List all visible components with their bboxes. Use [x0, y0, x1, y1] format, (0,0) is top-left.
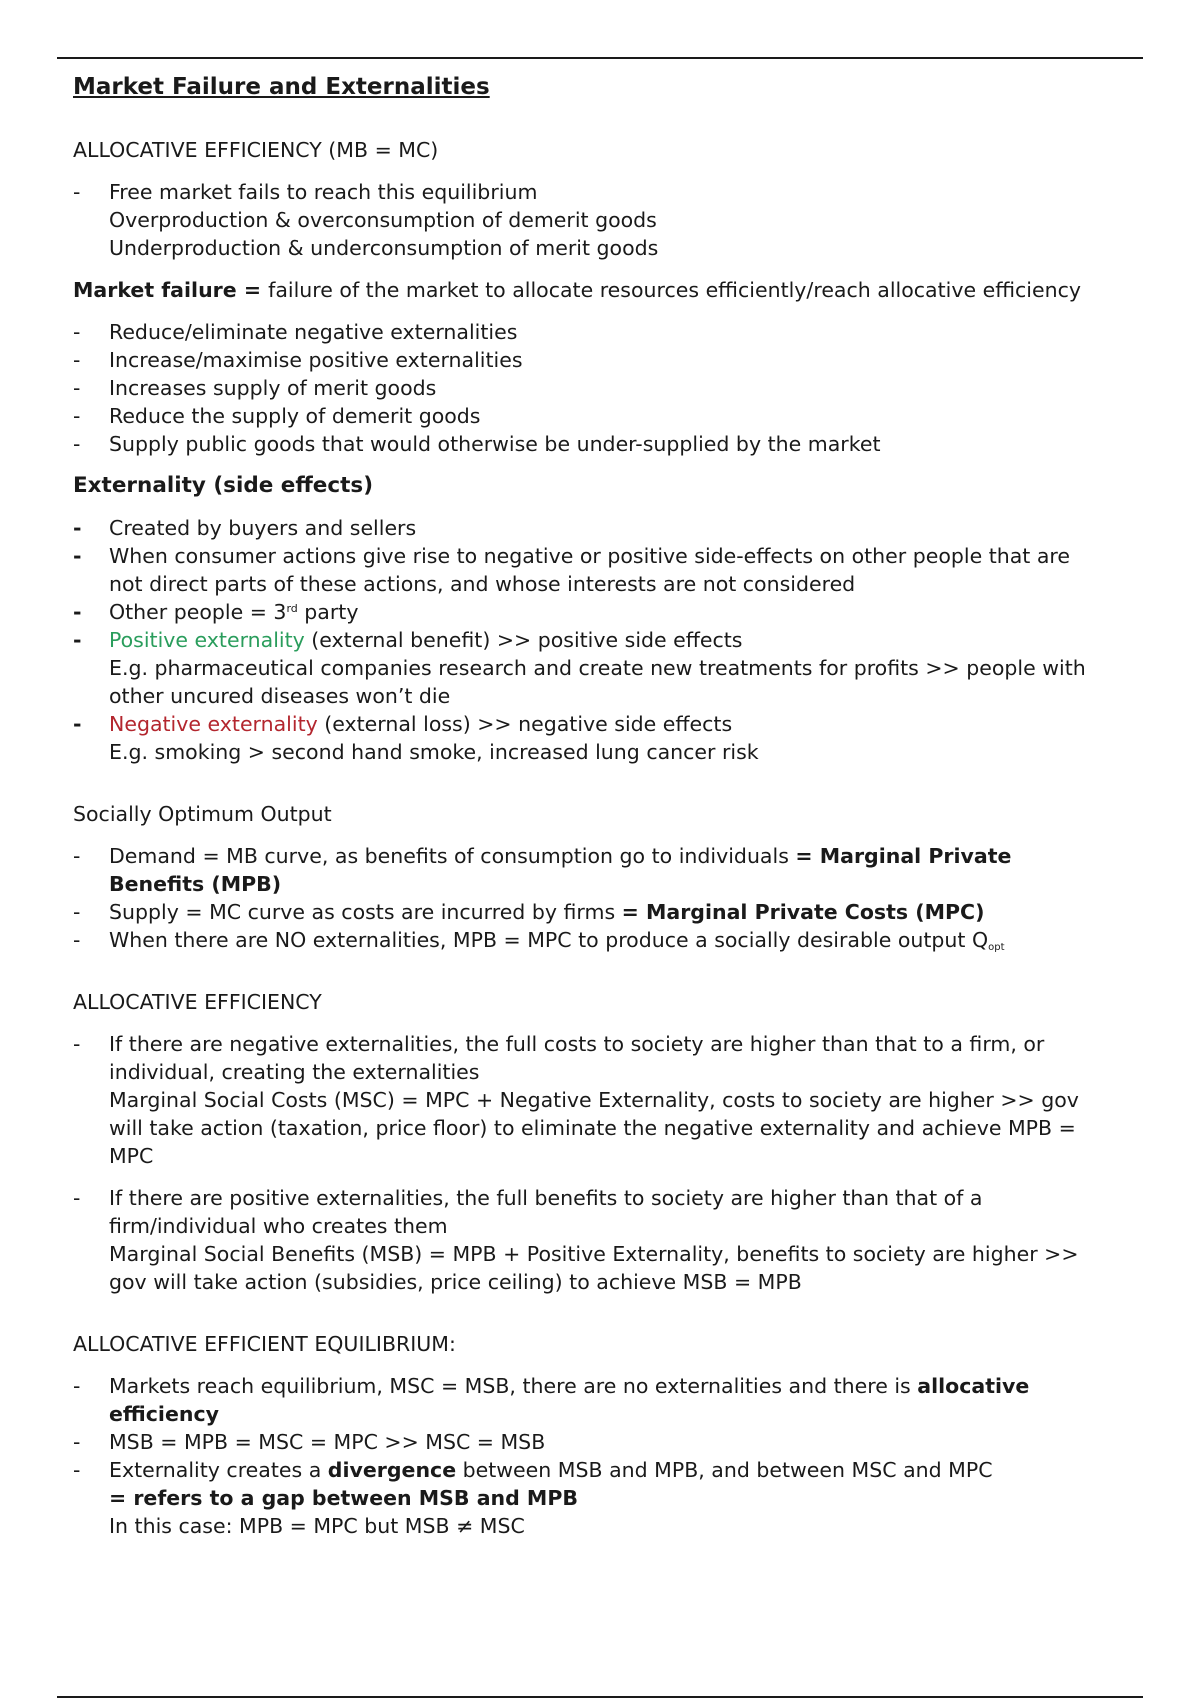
list-equilibrium [73, 1372, 1143, 1540]
document-page [73, 72, 1143, 1540]
list-item: - Other people = 3rd party [73, 600, 359, 624]
list-item: - Externality creates a divergence between MSB and MPB, and between MSC and MPC = refers to a gap between MSB and MPB In this case: MPB = MPC but MSB ≠ MSC [73, 1458, 993, 1538]
list-item: - Reduce/eliminate negative externalities [73, 320, 518, 344]
section-heading-externality: Externality (side effects) [73, 473, 374, 498]
list-item: - Free market fails to reach this equilibrium Overproduction & overconsumption of demerit goods Underproduction & underconsumption of merit goods [73, 180, 659, 260]
list-externality [73, 514, 1143, 766]
list-allocative-efficiency-2 [73, 1184, 1143, 1296]
list-item: - Supply = MC curve as costs are incurred by firms = Marginal Private Costs (MPC) [73, 900, 985, 924]
positive-externality-term: Positive externality [109, 628, 305, 652]
market-failure-definition: Market failure = failure of the market to allocate resources efficiently/reach allocative efficiency [73, 278, 1082, 302]
list-item: - Increases supply of merit goods [73, 376, 437, 400]
list-item: - Created by buyers and sellers [73, 516, 417, 540]
list-item: - If there are positive externalities, the full benefits to society are higher than that of a firm/individual who creates them Marginal Social Benefits (MSB) = MPB + Positive Externality, benefits to society are higher >> gov will take action (subsidies, price ceiling) to achieve MSB = MPB [73, 1186, 1079, 1294]
list-item: - MSB = MPB = MSC = MPC >> MSC = MSB [73, 1430, 546, 1454]
list-item: - Reduce the supply of demerit goods [73, 404, 481, 428]
bottom-rule [57, 1696, 1143, 1698]
list-item: - Positive externality (external benefit) >> positive side effects E.g. pharmaceutical companies research and create new treatments for profits >> people with other uncured diseases won’t die [73, 628, 1086, 708]
section-heading-allocative-efficient-equilibrium: ALLOCATIVE EFFICIENT EQUILIBRIUM: [73, 1332, 456, 1356]
list-market-failure [73, 318, 1143, 458]
list-item: - Supply public goods that would otherwise be under-supplied by the market [73, 432, 881, 456]
list-item: - Demand = MB curve, as benefits of consumption go to individuals = Marginal Private Benefits (MPB) [73, 844, 1012, 896]
list-item: - If there are negative externalities, the full costs to society are higher than that to a firm, or individual, creating the externalities Marginal Social Costs (MSC) = MPC + Negative Externality, costs to society are higher >> gov will take action (taxation, price floor) to eliminate the negative externality and achieve MPB = MPC [73, 1032, 1079, 1168]
list-allocative-efficiency [73, 1030, 1143, 1170]
section-heading-allocative-efficiency: ALLOCATIVE EFFICIENCY [73, 990, 322, 1014]
negative-externality-term: Negative externality [109, 712, 318, 736]
section-heading-socially-optimum-output: Socially Optimum Output [73, 802, 332, 826]
top-rule [57, 57, 1143, 59]
document-title: Market Failure and Externalities [73, 74, 490, 100]
list-item: - Negative externality (external loss) >> negative side effects E.g. smoking > second hand smoke, increased lung cancer risk [73, 712, 759, 764]
list-item: - Increase/maximise positive externalities [73, 348, 523, 372]
list-social-optimum [73, 842, 1143, 954]
bullet-dash: - [73, 180, 81, 204]
list-item: - Markets reach equilibrium, MSC = MSB, there are no externalities and there is allocative efficiency [73, 1374, 1030, 1426]
list-item: - When consumer actions give rise to negative or positive side-effects on other people that are not direct parts of these actions, and whose interests are not considered [73, 544, 1071, 596]
list-item: - When there are NO externalities, MPB = MPC to produce a socially desirable output $Q_{opt}$ [73, 928, 1005, 953]
list-free-market [73, 178, 1143, 262]
section-heading-allocative-efficiency-mb-mc: ALLOCATIVE EFFICIENCY (MB = MC) [73, 138, 439, 162]
